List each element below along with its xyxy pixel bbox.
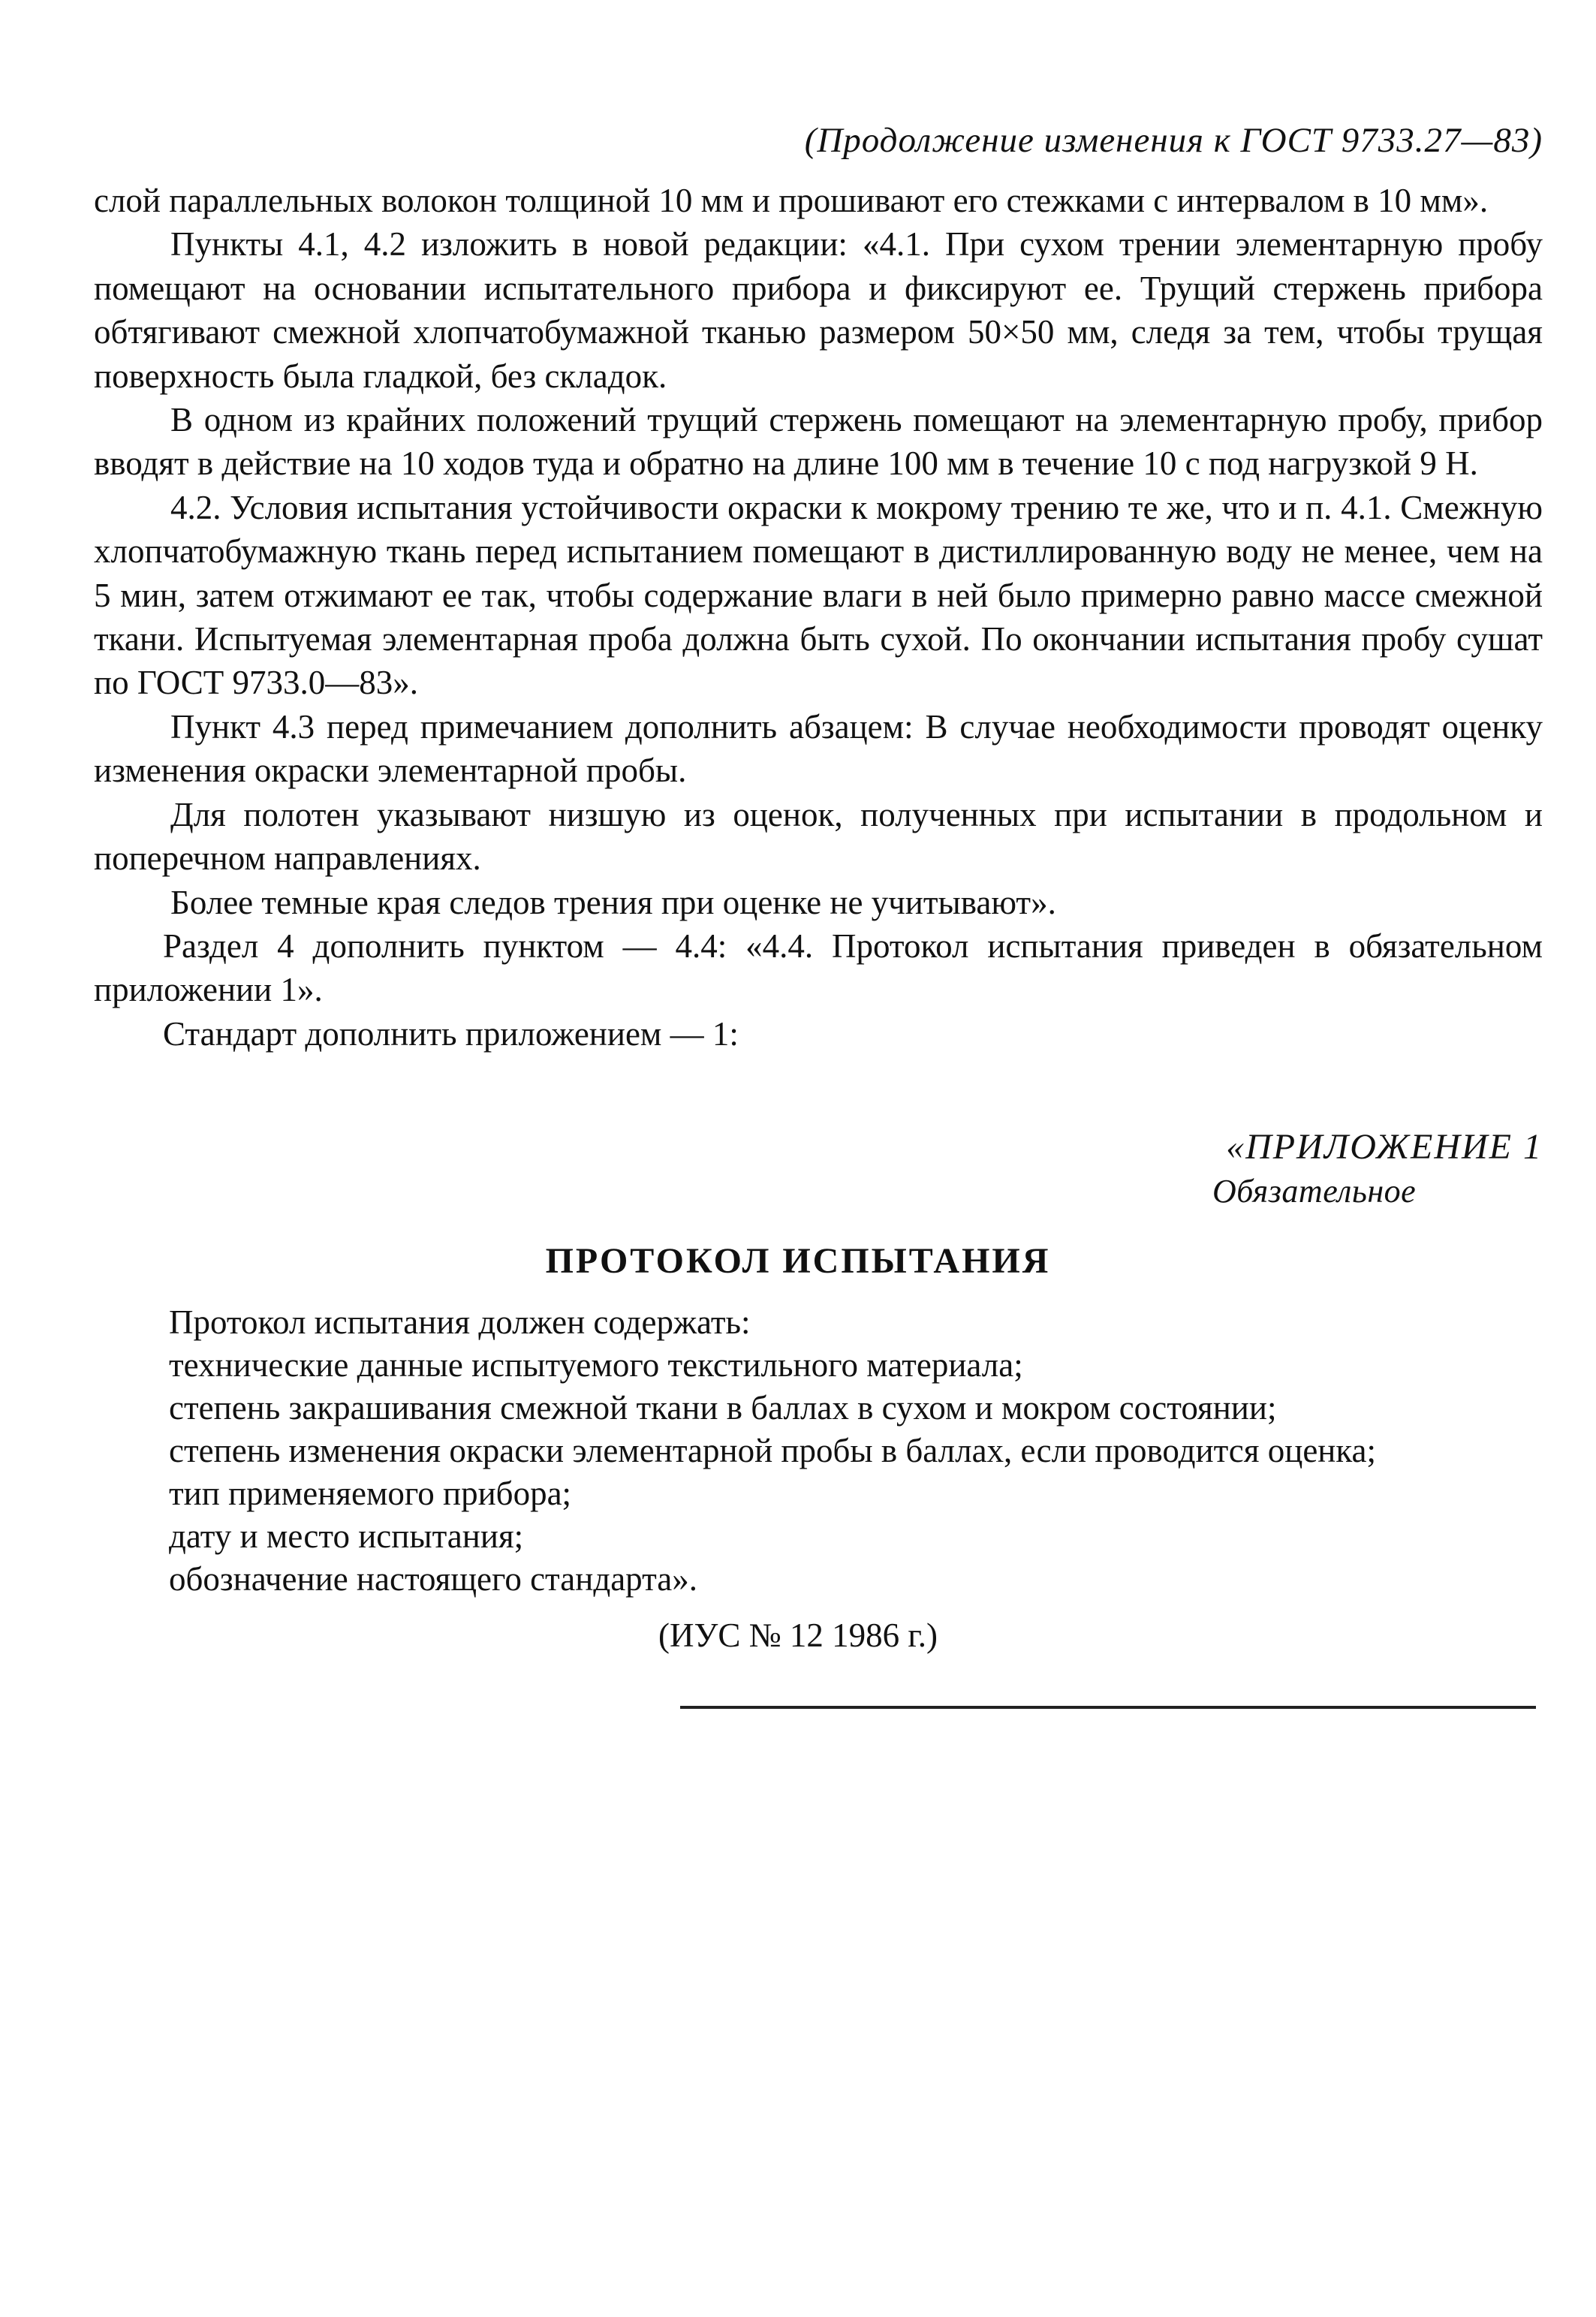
- paragraph-item-4-3: Пункт 4.3 перед примечанием дополнить абзацем: В случае необходимости проводят оценку изменения окраски элементарной пробы.: [94, 707, 1543, 790]
- paragraph-extreme-position: В одном из крайних положений трущий стержень помещают на элементарную пробу, прибор вводят в действие на 10 ходов туда и обратно на длине 100 мм в течение 10 с под нагрузкой 9 Н.: [94, 401, 1543, 483]
- protocol-item: степень закрашивания смежной ткани в баллах в сухом и мокром состоянии;: [169, 1389, 1277, 1427]
- paragraph-dark-edges: Более темные края следов трения при оценке не учитывают».: [170, 883, 1056, 921]
- protocol-list: [94, 1301, 1543, 1601]
- paragraph-standard-appendix: Стандарт дополнить приложением — 1:: [163, 1014, 739, 1053]
- paragraph-section-4: Раздел 4 дополнить пунктом — 4.4: «4.4. Протокол испытания приведен в обязательном приложении 1».: [94, 926, 1543, 1009]
- ius-reference: (ИУС № 12 1986 г.): [658, 1616, 938, 1654]
- running-header: (Продолжение изменения к ГОСТ 9733.27—83): [804, 121, 1543, 160]
- paragraph-item-4-2: 4.2. Условия испытания устойчивости окраски к мокрому трению те же, что и п. 4.1. Смежную хлопчатобумажную ткань перед испытанием помещают в дистиллированную воду не менее, чем на 5 мин, затем отжимают ее так, чтобы содержание влаги в ней было примерно равно массе смежной ткани. Испытуемая элементарная проба должна быть сухой. По окончании испытания пробу сушат по ГОСТ 9733.0—83».: [94, 488, 1543, 702]
- amendment-text: [94, 179, 1543, 1056]
- protocol-item: дату и место испытания;: [169, 1517, 524, 1555]
- appendix-heading: [1171, 1125, 1543, 1213]
- closing-rule: [680, 1706, 1536, 1709]
- paragraph-items-4-1-4-2: Пункты 4.1, 4.2 изложить в новой редакции: «4.1. При сухом трении элементарную пробу помещают на основании испытательного прибора и фиксируют ее. Трущий стержень прибора обтягивают смежной хлопчатобумажной тканью размером 50×50 мм, следя за тем, чтобы трущая поверхность была гладкой, без складок.: [94, 225, 1543, 395]
- appendix-label: «ПРИЛОЖЕНИЕ 1: [1226, 1127, 1543, 1167]
- protocol-item: технические данные испытуемого текстильного материала;: [169, 1346, 1023, 1384]
- paragraph-continuation: слой параллельных волокон толщиной 10 мм и прошивают его стежками с интервалом в 10 мм».: [94, 182, 1489, 219]
- appendix-status: Обязательное: [1212, 1173, 1417, 1210]
- protocol-item: тип применяемого прибора;: [169, 1475, 572, 1512]
- protocol-title: ПРОТОКОЛ ИСПЫТАНИЯ: [545, 1241, 1051, 1281]
- protocol-intro: Протокол испытания должен содержать:: [169, 1303, 751, 1341]
- paragraph-fabrics: Для полотен указывают низшую из оценок, полученных при испытании в продольном и поперечном направлениях.: [94, 795, 1543, 878]
- protocol-item: степень изменения окраски элементарной пробы в баллах, если проводится оценка;: [169, 1432, 1377, 1469]
- protocol-item: обозначение настоящего стандарта».: [169, 1560, 698, 1598]
